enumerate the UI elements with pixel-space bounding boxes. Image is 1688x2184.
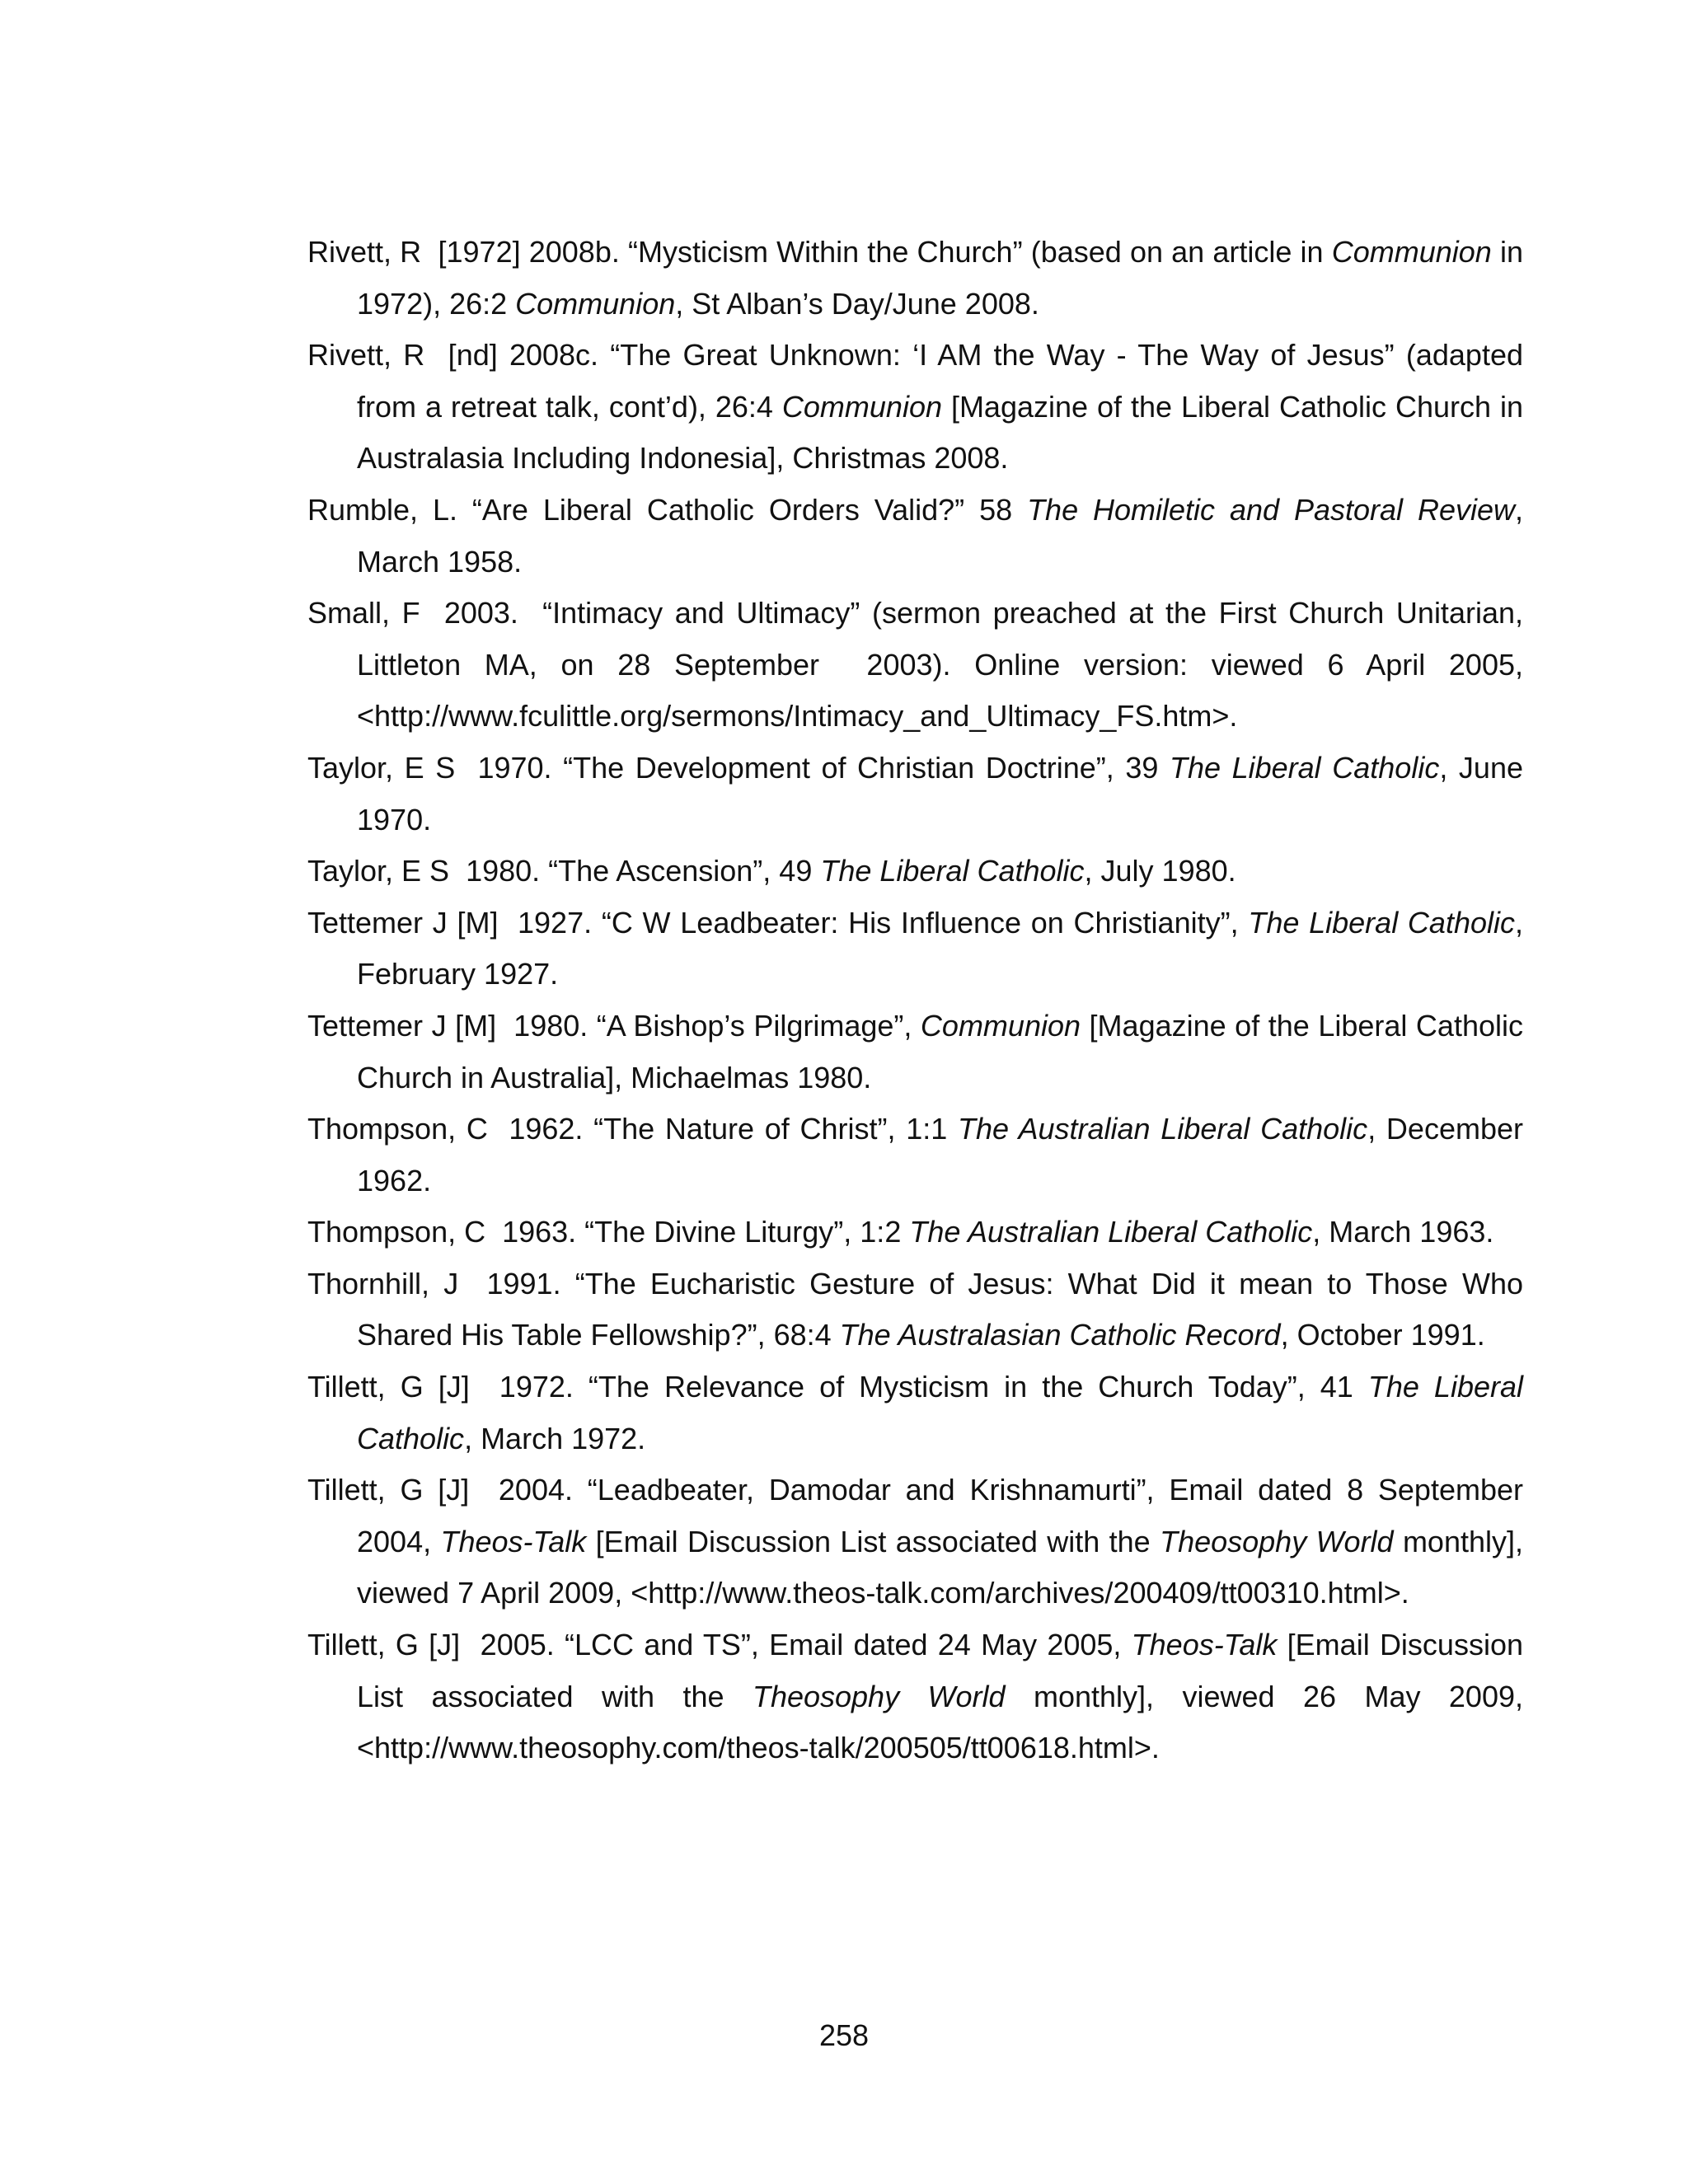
reference-text: , July 1980. (1084, 854, 1236, 888)
publication-title: The Liberal Catholic (1169, 750, 1440, 785)
reference-entry (307, 330, 1532, 485)
reference-entry (307, 1104, 1532, 1207)
publication-title: The Liberal Catholic (820, 854, 1085, 888)
reference-text: Thompson, C 1963. “The Divine Liturgy”, 1:2 (307, 1215, 910, 1249)
reference-text: [Email Discussion List associated with the (586, 1524, 1160, 1558)
reference-entry (307, 1207, 1523, 1258)
page-number: 258 (818, 2018, 870, 2052)
publication-title: Communion (781, 389, 942, 424)
reference-entry (307, 846, 1523, 898)
reference-list (307, 227, 1532, 1774)
reference-text: Taylor, E S 1980. “The Ascension”, 49 (307, 854, 821, 888)
publication-title: Communion (1331, 235, 1492, 269)
reference-text: Thornhill, J 1991. “The Eucharistic Gesture of Jesus: What Did it mean to Those Who Shared His Table Fellowship?”, 68:4 (307, 1266, 1532, 1352)
reference-text: [Magazine of the Liberal Catholic Church in Australia], Michaelmas 1980. (357, 1008, 1532, 1094)
publication-title: The Liberal Catholic (357, 1370, 1524, 1455)
reference-entry (307, 898, 1532, 1001)
reference-text: [Email Discussion List associated with the (357, 1628, 1532, 1713)
reference-text: Tillett, G [J] 2004. “Leadbeater, Damodar and Krishnamurti”, Email dated 8 September 2004, (307, 1473, 1532, 1558)
reference-text: Tillett, G [J] 2005. “LCC and TS”, Email dated 24 May 2005, (307, 1628, 1132, 1662)
publication-title: The Homiletic and Pastoral Review (1027, 492, 1515, 527)
reference-text: , March 1963. (1312, 1215, 1494, 1249)
reference-text: , March 1972. (464, 1421, 646, 1455)
reference-text: monthly], viewed 26 May 2009, <http://www.theosophy.com/theos-talk/200505/tt00618.html>. (357, 1679, 1532, 1765)
reference-text: Rumble, L. “Are Liberal Catholic Orders Valid?” 58 (307, 492, 1028, 527)
publication-title: The Australian Liberal Catholic (909, 1215, 1313, 1249)
reference-entry (307, 588, 1532, 743)
publication-title: The Australasian Catholic Record (839, 1318, 1281, 1352)
publication-title: The Liberal Catholic (1248, 905, 1515, 940)
reference-entry (307, 1465, 1532, 1619)
reference-text: , June 1970. (357, 750, 1532, 837)
reference-text: [Magazine of the Liberal Catholic Church in Australasia Including Indonesia], Christmas 2008. (357, 389, 1531, 476)
reference-text: Tettemer J [M] 1927. “C W Leadbeater: His Influence on Christianity”, (307, 905, 1249, 940)
reference-entry (307, 1001, 1532, 1104)
reference-entry (307, 1619, 1532, 1774)
reference-text: , December 1962. (357, 1112, 1532, 1197)
reference-text: Thompson, C 1962. “The Nature of Christ”, 1:1 (307, 1112, 959, 1146)
reference-entry (307, 227, 1532, 330)
reference-text: Tillett, G [J] 1972. “The Relevance of Mysticism in the Church Today”, 41 (307, 1370, 1368, 1404)
reference-text: Tettemer J [M] 1980. “A Bishop’s Pilgrimage”, (307, 1008, 921, 1043)
reference-text: Rivett, R [1972] 2008b. “Mysticism Within the Church” (based on an article in (307, 235, 1332, 269)
reference-text: Taylor, E S 1970. “The Development of Christian Doctrine”, 39 (307, 750, 1170, 785)
publication-title: Communion (920, 1008, 1081, 1043)
reference-entry (307, 485, 1532, 588)
reference-entry (307, 1361, 1523, 1465)
reference-text: in 1972), 26:2 (357, 235, 1532, 321)
reference-text: monthly], viewed 7 April 2009, <http://www.theos-talk.com/archives/200409/tt00310.html>. (357, 1524, 1532, 1610)
publication-title: Theosophy World (752, 1679, 1006, 1713)
reference-text: , February 1927. (357, 905, 1532, 991)
publication-title: Communion (515, 286, 676, 321)
reference-text: Small, F 2003. “Intimacy and Ultimacy” (sermon preached at the First Church Unitarian, Littleton MA, on 28 September 2003). Online version: viewed 6 April 2005, <http://www.fculittle.org/sermons/Intimacy_and_Ultimacy_FS.htm>. (307, 596, 1532, 733)
reference-entry (307, 743, 1532, 846)
publication-title: Theos-Talk (440, 1524, 587, 1558)
publication-title: Theos-Talk (1131, 1628, 1278, 1662)
reference-text: Rivett, R [nd] 2008c. “The Great Unknown: ‘I AM the Way - The Way of Jesus” (adapted from a retreat talk, cont’d), 26:4 (307, 338, 1532, 424)
reference-text: , October 1991. (1280, 1318, 1485, 1352)
publication-title: Theosophy World (1160, 1524, 1394, 1558)
reference-text: , March 1958. (357, 492, 1532, 579)
publication-title: The Australian Liberal Catholic (958, 1112, 1368, 1146)
reference-entry (307, 1258, 1532, 1361)
reference-text: , St Alban’s Day/June 2008. (675, 286, 1039, 321)
